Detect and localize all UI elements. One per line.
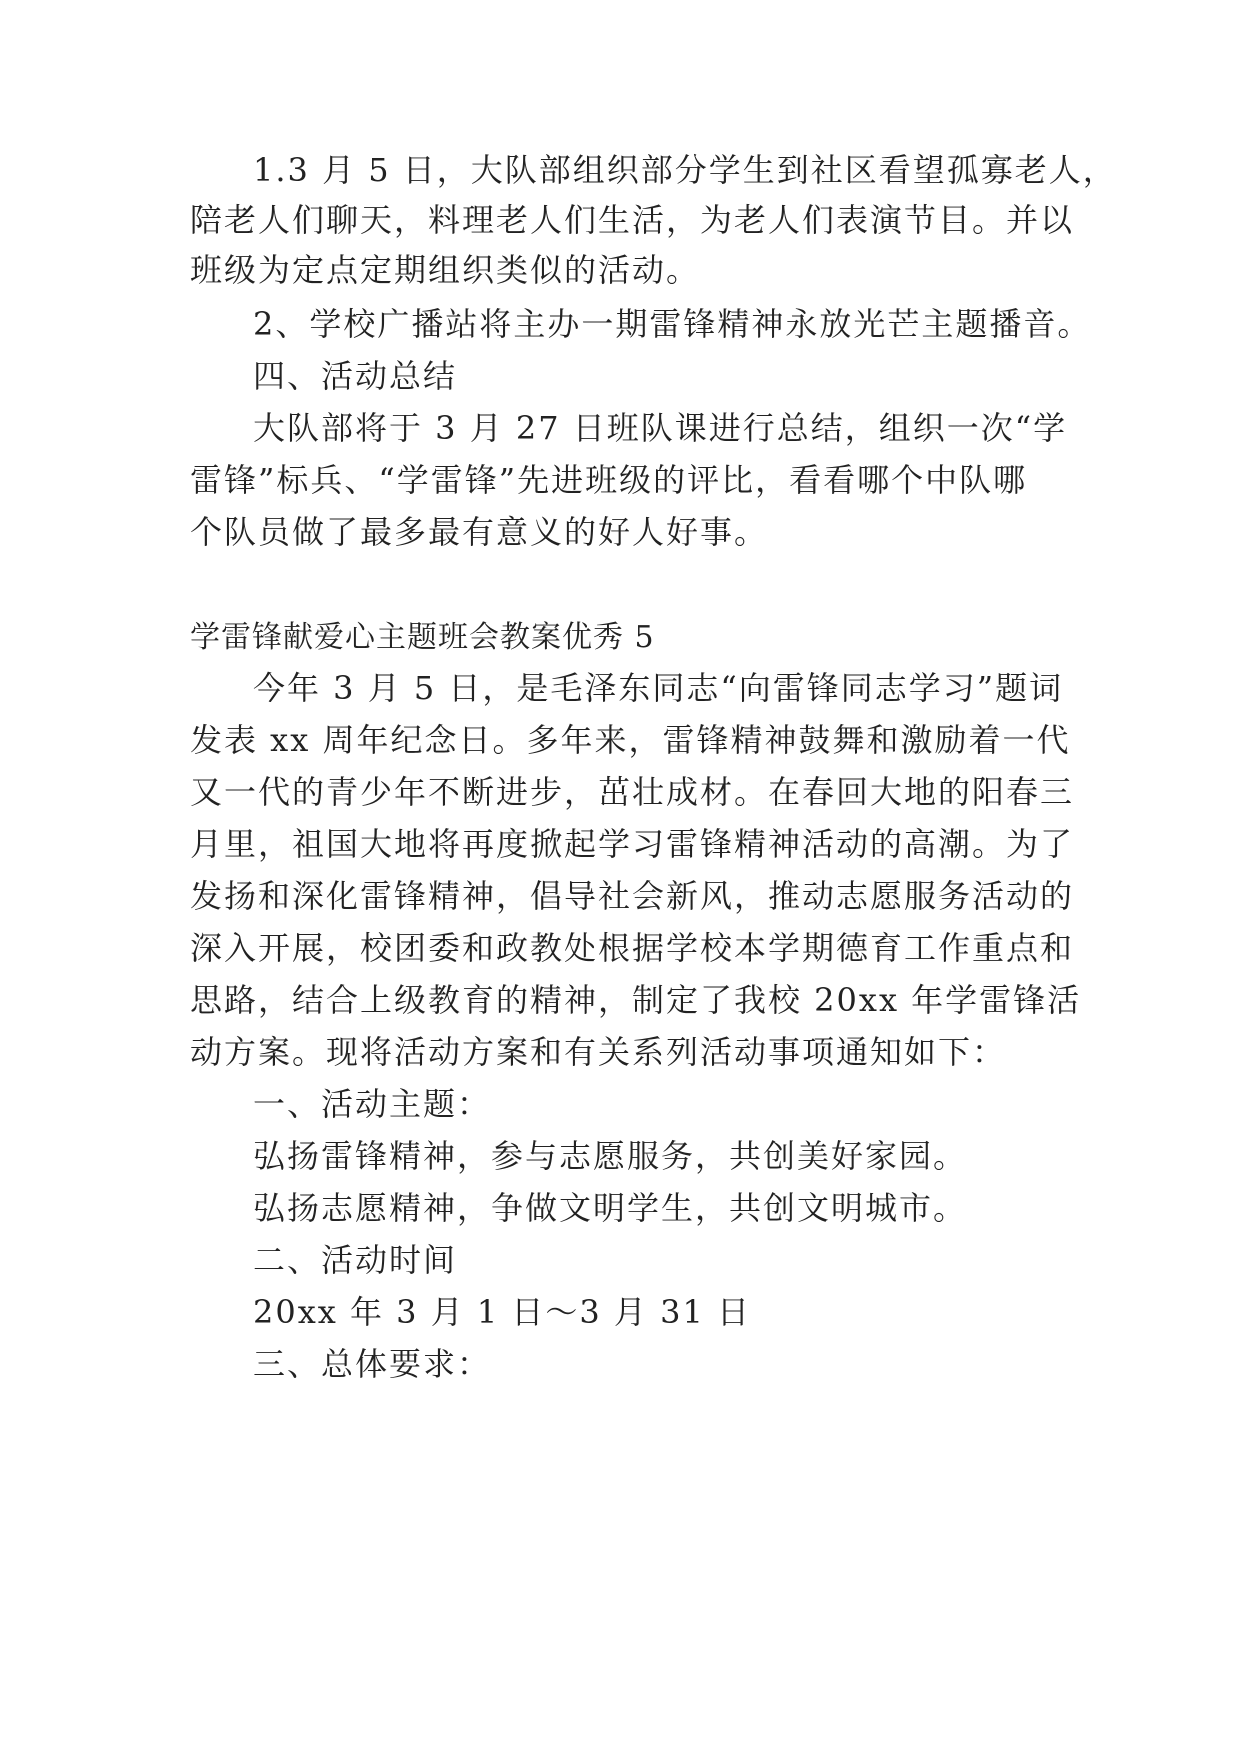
paragraph-line: 大队部将于 3 月 27 日班队课进行总结，组织一次“学 (253, 409, 1068, 447)
paragraph-line: 发表 xx 周年纪念日。多年来，雷锋精神鼓舞和激励着一代 (190, 721, 1071, 759)
paragraph-line: 陪老人们聊天，料理老人们生活，为老人们表演节目。并以 (190, 201, 1075, 239)
paragraph-line: 深入开展，校团委和政教处根据学校本学期德育工作重点和 (190, 929, 1075, 967)
paragraph-line: 思路，结合上级教育的精神，制定了我校 20xx 年学雷锋活 (190, 981, 1082, 1019)
paragraph-line: 弘扬雷锋精神，参与志愿服务，共创美好家园。 (253, 1137, 968, 1175)
paragraph-line: 个队员做了最多最有意义的好人好事。 (190, 513, 769, 551)
article-title: 学雷锋献爱心主题班会教案优秀 5 (190, 620, 655, 655)
paragraph-line: 弘扬志愿精神，争做文明学生，共创文明城市。 (253, 1189, 968, 1227)
paragraph-line: 20xx 年 3 月 1 日～3 月 31 日 (253, 1293, 751, 1331)
section-heading: 一、活动主题： (253, 1085, 492, 1123)
paragraph-line: 1.3 月 5 日，大队部组织部分学生到社区看望孤寡老人， (253, 151, 1117, 189)
paragraph-line: 雷锋”标兵、“学雷锋”先进班级的评比，看看哪个中队哪 (190, 461, 1028, 499)
paragraph-line: 今年 3 月 5 日，是毛泽东同志“向雷锋同志学习”题词 (253, 669, 1064, 707)
paragraph-line: 班级为定点定期组织类似的活动。 (190, 251, 701, 289)
section-heading: 四、活动总结 (253, 357, 458, 395)
paragraph-line: 动方案。现将活动方案和有关系列活动事项通知如下： (190, 1033, 1007, 1071)
paragraph-line: 2、学校广播站将主办一期雷锋精神永放光芒主题播音。 (253, 305, 1092, 343)
paragraph-line: 又一代的青少年不断进步，茁壮成材。在春回大地的阳春三 (190, 773, 1075, 811)
paragraph-line: 发扬和深化雷锋精神，倡导社会新风，推动志愿服务活动的 (190, 877, 1075, 915)
section-heading: 三、总体要求： (253, 1345, 492, 1383)
paragraph-line: 月里，祖国大地将再度掀起学习雷锋精神活动的高潮。为了 (190, 825, 1075, 863)
section-heading: 二、活动时间 (253, 1241, 458, 1279)
